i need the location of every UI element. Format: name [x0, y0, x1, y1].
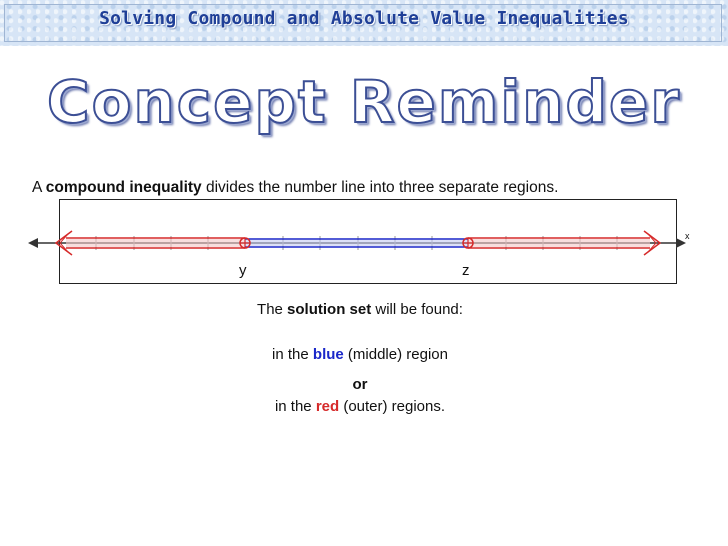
solution-or: or	[352, 376, 368, 393]
red-prefix: in the	[274, 398, 316, 415]
slide-title: Solving Compound and Absolute Value Inequalities	[99, 8, 629, 29]
blue-prefix: in the	[272, 346, 313, 363]
point-y-label: y	[239, 262, 247, 279]
blue-word: blue	[312, 346, 344, 363]
axis-x-label: x	[685, 231, 690, 241]
point-z-marker	[463, 238, 473, 248]
point-y-marker	[240, 238, 250, 248]
point-z-label: z	[462, 262, 470, 279]
solution-line-blue	[160, 346, 560, 363]
middle-blue-region	[245, 239, 468, 247]
solution-line-red	[160, 398, 560, 415]
solution-line-1	[160, 301, 560, 318]
intro-bold-term: compound inequality	[45, 179, 202, 196]
left-red-region	[56, 231, 245, 255]
solution-prefix: The	[257, 301, 288, 318]
red-suffix: (outer) regions.	[339, 398, 446, 415]
concept-reminder-banner: Concept Reminder	[47, 68, 681, 136]
intro-prefix: A	[32, 179, 46, 196]
solution-suffix: will be found:	[371, 301, 463, 318]
axis-left-arrow	[28, 238, 38, 248]
blue-suffix: (middle) region	[343, 346, 448, 363]
intro-suffix: divides the number line into three separate regions.	[201, 179, 559, 196]
red-word: red	[315, 398, 340, 415]
solution-set-term: solution set	[287, 301, 372, 318]
right-red-region	[468, 231, 660, 255]
